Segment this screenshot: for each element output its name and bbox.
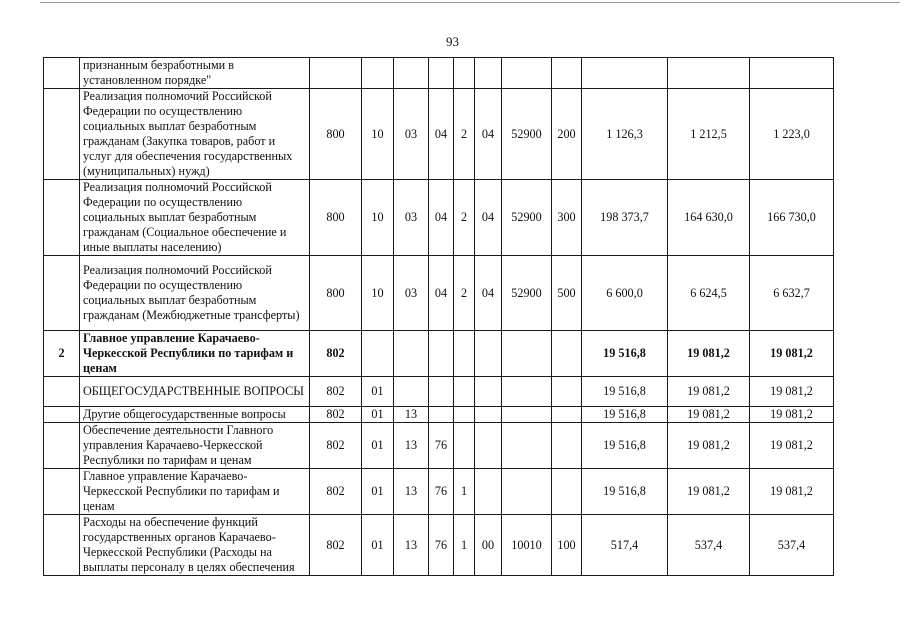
- ministry-code-cell: [310, 58, 362, 89]
- amount-year2-cell: 6 624,5: [668, 256, 750, 331]
- row-number-cell: [44, 407, 80, 423]
- subsection-code-cell: 03: [394, 180, 429, 256]
- amount-year2-cell: 19 081,2: [668, 331, 750, 377]
- amount-year1-cell: 19 516,8: [582, 377, 668, 407]
- subprogram-code-cell: [454, 407, 475, 423]
- row-number-cell: [44, 89, 80, 180]
- event-code-cell: 04: [475, 256, 502, 331]
- subprogram-code-cell: 2: [454, 89, 475, 180]
- direction-code-cell: [502, 58, 552, 89]
- program-code-cell: [429, 331, 454, 377]
- program-code-cell: [429, 58, 454, 89]
- row-number-cell: [44, 469, 80, 515]
- direction-code-cell: [502, 331, 552, 377]
- section-code-cell: 01: [362, 377, 394, 407]
- subsection-code-cell: [394, 331, 429, 377]
- subprogram-code-cell: [454, 423, 475, 469]
- event-code-cell: [475, 469, 502, 515]
- item-name-cell: Реализация полномочий Российской Федерации по осуществлению социальных выплат безработным гражданам (Социальное обеспечение и иные выплаты населению): [80, 180, 310, 256]
- direction-code-cell: [502, 377, 552, 407]
- subsection-code-cell: [394, 58, 429, 89]
- section-code-cell: 10: [362, 256, 394, 331]
- ministry-code-cell: 800: [310, 256, 362, 331]
- subsection-code-cell: 13: [394, 469, 429, 515]
- amount-year3-cell: 1 223,0: [750, 89, 834, 180]
- amount-year1-cell: 19 516,8: [582, 469, 668, 515]
- ministry-code-cell: 802: [310, 331, 362, 377]
- amount-year1-cell: [582, 58, 668, 89]
- item-name-cell: Главное управление Карачаево-Черкесской Республики по тарифам и ценам: [80, 331, 310, 377]
- row-number-cell: [44, 58, 80, 89]
- amount-year3-cell: 19 081,2: [750, 407, 834, 423]
- event-code-cell: [475, 377, 502, 407]
- page-top-edge-line: [40, 2, 900, 3]
- table-row: [44, 423, 834, 469]
- subprogram-code-cell: [454, 331, 475, 377]
- row-number-cell: 2: [44, 331, 80, 377]
- ministry-code-cell: 800: [310, 89, 362, 180]
- event-code-cell: [475, 407, 502, 423]
- item-name-cell: Главное управление Карачаево-Черкесской Республики по тарифам и ценам: [80, 469, 310, 515]
- amount-year2-cell: 19 081,2: [668, 377, 750, 407]
- amount-year1-cell: 6 600,0: [582, 256, 668, 331]
- amount-year3-cell: 19 081,2: [750, 377, 834, 407]
- item-name-cell: признанным безработными в установленном порядке": [80, 58, 310, 89]
- ministry-code-cell: 802: [310, 377, 362, 407]
- subprogram-code-cell: 1: [454, 469, 475, 515]
- amount-year2-cell: 164 630,0: [668, 180, 750, 256]
- amount-year1-cell: 19 516,8: [582, 331, 668, 377]
- direction-code-cell: 52900: [502, 180, 552, 256]
- program-code-cell: 04: [429, 180, 454, 256]
- ministry-code-cell: 802: [310, 469, 362, 515]
- ministry-code-cell: 802: [310, 423, 362, 469]
- amount-year2-cell: [668, 58, 750, 89]
- amount-year2-cell: 19 081,2: [668, 469, 750, 515]
- amount-year1-cell: 19 516,8: [582, 423, 668, 469]
- program-code-cell: 04: [429, 89, 454, 180]
- event-code-cell: [475, 423, 502, 469]
- table-row: [44, 331, 834, 377]
- row-number-cell: [44, 180, 80, 256]
- subprogram-code-cell: 2: [454, 180, 475, 256]
- program-code-cell: 04: [429, 256, 454, 331]
- section-code-cell: 01: [362, 423, 394, 469]
- section-code-cell: 01: [362, 469, 394, 515]
- expense-type-code-cell: [552, 469, 582, 515]
- event-code-cell: 04: [475, 180, 502, 256]
- subsection-code-cell: 13: [394, 423, 429, 469]
- section-code-cell: 01: [362, 407, 394, 423]
- amount-year2-cell: 19 081,2: [668, 407, 750, 423]
- expense-type-code-cell: [552, 423, 582, 469]
- event-code-cell: [475, 58, 502, 89]
- ministry-code-cell: 802: [310, 515, 362, 576]
- section-code-cell: [362, 331, 394, 377]
- amount-year3-cell: 6 632,7: [750, 256, 834, 331]
- amount-year1-cell: 19 516,8: [582, 407, 668, 423]
- table-row: [44, 407, 834, 423]
- direction-code-cell: 10010: [502, 515, 552, 576]
- direction-code-cell: [502, 423, 552, 469]
- table-row: [44, 180, 834, 256]
- amount-year3-cell: 19 081,2: [750, 423, 834, 469]
- table-row: [44, 256, 834, 331]
- direction-code-cell: 52900: [502, 256, 552, 331]
- amount-year3-cell: 19 081,2: [750, 331, 834, 377]
- subprogram-code-cell: [454, 377, 475, 407]
- subprogram-code-cell: [454, 58, 475, 89]
- section-code-cell: [362, 58, 394, 89]
- budget-table: [43, 57, 834, 576]
- table-row: [44, 89, 834, 180]
- event-code-cell: [475, 331, 502, 377]
- amount-year2-cell: 19 081,2: [668, 423, 750, 469]
- row-number-cell: [44, 515, 80, 576]
- ministry-code-cell: 802: [310, 407, 362, 423]
- subprogram-code-cell: 1: [454, 515, 475, 576]
- amount-year3-cell: 19 081,2: [750, 469, 834, 515]
- row-number-cell: [44, 377, 80, 407]
- subsection-code-cell: 13: [394, 407, 429, 423]
- expense-type-code-cell: [552, 377, 582, 407]
- expense-type-code-cell: [552, 58, 582, 89]
- table-row: [44, 58, 834, 89]
- budget-table-body: [44, 58, 834, 576]
- program-code-cell: [429, 377, 454, 407]
- expense-type-code-cell: [552, 407, 582, 423]
- direction-code-cell: [502, 469, 552, 515]
- item-name-cell: Реализация полномочий Российской Федерации по осуществлению социальных выплат безработным гражданам (Закупка товаров, работ и услуг для обеспечения государственных (муниципальных) нужд): [80, 89, 310, 180]
- expense-type-code-cell: 100: [552, 515, 582, 576]
- page-number: 93: [446, 34, 459, 49]
- ministry-code-cell: 800: [310, 180, 362, 256]
- program-code-cell: 76: [429, 515, 454, 576]
- expense-type-code-cell: 200: [552, 89, 582, 180]
- row-number-cell: [44, 256, 80, 331]
- amount-year3-cell: 537,4: [750, 515, 834, 576]
- event-code-cell: 04: [475, 89, 502, 180]
- program-code-cell: 76: [429, 423, 454, 469]
- item-name-cell: Другие общегосударственные вопросы: [80, 407, 310, 423]
- subsection-code-cell: 13: [394, 515, 429, 576]
- item-name-cell: Обеспечение деятельности Главного управления Карачаево-Черкесской Республики по тарифам и ценам: [80, 423, 310, 469]
- item-name-cell: ОБЩЕГОСУДАРСТВЕННЫЕ ВОПРОСЫ: [80, 377, 310, 407]
- amount-year3-cell: 166 730,0: [750, 180, 834, 256]
- amount-year1-cell: 517,4: [582, 515, 668, 576]
- amount-year3-cell: [750, 58, 834, 89]
- amount-year2-cell: 537,4: [668, 515, 750, 576]
- subsection-code-cell: [394, 377, 429, 407]
- event-code-cell: 00: [475, 515, 502, 576]
- table-row: [44, 469, 834, 515]
- program-code-cell: 76: [429, 469, 454, 515]
- subprogram-code-cell: 2: [454, 256, 475, 331]
- program-code-cell: [429, 407, 454, 423]
- section-code-cell: 10: [362, 89, 394, 180]
- direction-code-cell: [502, 407, 552, 423]
- subsection-code-cell: 03: [394, 89, 429, 180]
- row-number-cell: [44, 423, 80, 469]
- expense-type-code-cell: 300: [552, 180, 582, 256]
- table-row: [44, 377, 834, 407]
- subsection-code-cell: 03: [394, 256, 429, 331]
- amount-year1-cell: 1 126,3: [582, 89, 668, 180]
- amount-year2-cell: 1 212,5: [668, 89, 750, 180]
- table-row: [44, 515, 834, 576]
- item-name-cell: Реализация полномочий Российской Федерации по осуществлению социальных выплат безработным гражданам (Межбюджетные трансферты): [80, 256, 310, 331]
- amount-year1-cell: 198 373,7: [582, 180, 668, 256]
- section-code-cell: 10: [362, 180, 394, 256]
- expense-type-code-cell: [552, 331, 582, 377]
- item-name-cell: Расходы на обеспечение функций государственных органов Карачаево-Черкесской Республики (Расходы на выплаты персоналу в целях обеспечения: [80, 515, 310, 576]
- expense-type-code-cell: 500: [552, 256, 582, 331]
- direction-code-cell: 52900: [502, 89, 552, 180]
- section-code-cell: 01: [362, 515, 394, 576]
